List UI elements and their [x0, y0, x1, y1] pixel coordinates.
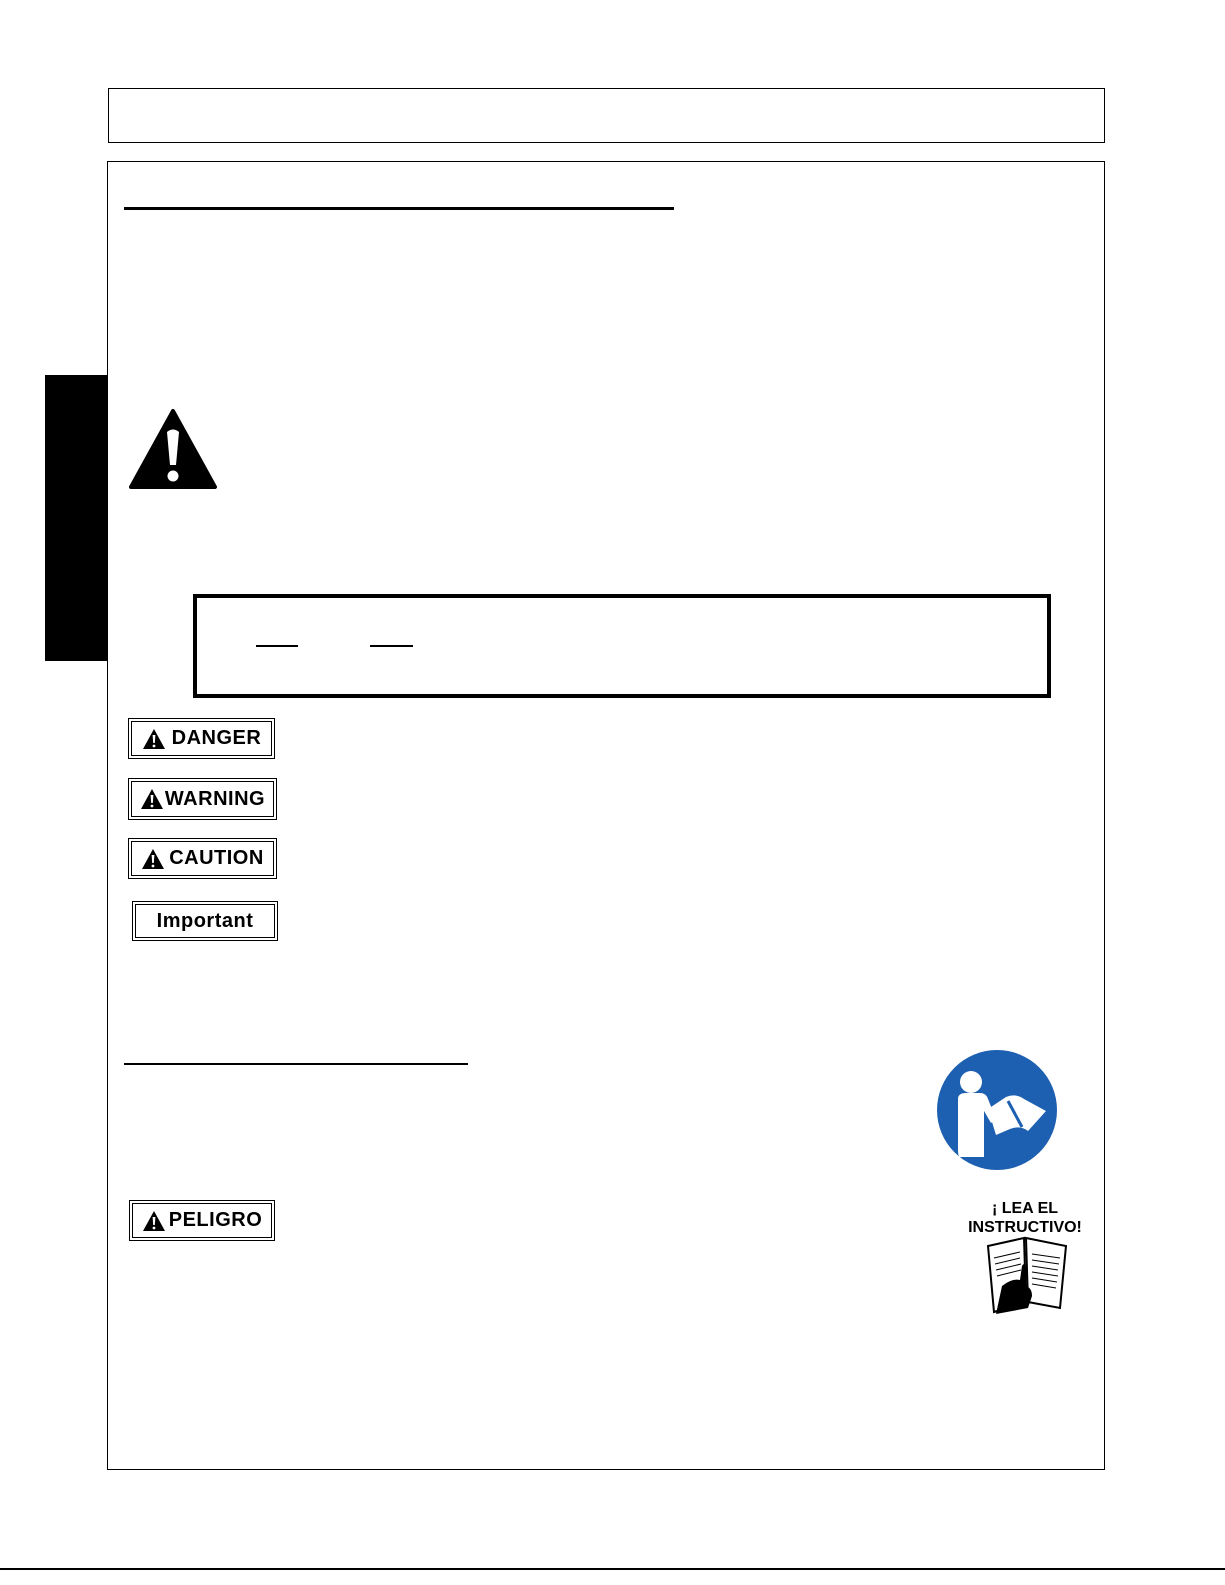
read-manual-icon — [936, 1049, 1058, 1171]
notice-box — [193, 594, 1051, 698]
warning-triangle-icon — [140, 788, 164, 810]
read-manual-caption-line2: INSTRUCTIVO! — [968, 1219, 1082, 1236]
danger-signal-badge — [128, 718, 275, 759]
read-manual-caption-line1: ¡ LEA EL — [991, 1200, 1059, 1217]
underline-stub — [370, 645, 413, 647]
caution-label: CAUTION — [169, 847, 264, 869]
peligro-signal-badge — [129, 1200, 275, 1241]
page-header-box — [108, 88, 1105, 143]
page-bottom-rule — [0, 1568, 1225, 1570]
important-label: Important — [156, 909, 254, 932]
read-manual-caption — [955, 1199, 1095, 1237]
manual-hand-icon — [982, 1236, 1072, 1316]
warning-label: WARNING — [164, 787, 266, 810]
peligro-label: PELIGRO — [168, 1209, 263, 1231]
underline-stub — [256, 645, 298, 647]
warning-signal-badge — [128, 778, 277, 820]
danger-label: DANGER — [171, 727, 262, 749]
caution-signal-badge — [128, 838, 277, 879]
section-side-tab — [45, 375, 107, 661]
section-heading-rule — [124, 207, 674, 210]
subsection-heading-rule — [124, 1063, 468, 1065]
important-signal-badge — [132, 901, 278, 941]
warning-triangle-icon — [141, 848, 165, 870]
alert-triangle-icon — [128, 408, 218, 490]
warning-triangle-icon — [142, 728, 166, 750]
warning-triangle-icon — [142, 1210, 166, 1232]
